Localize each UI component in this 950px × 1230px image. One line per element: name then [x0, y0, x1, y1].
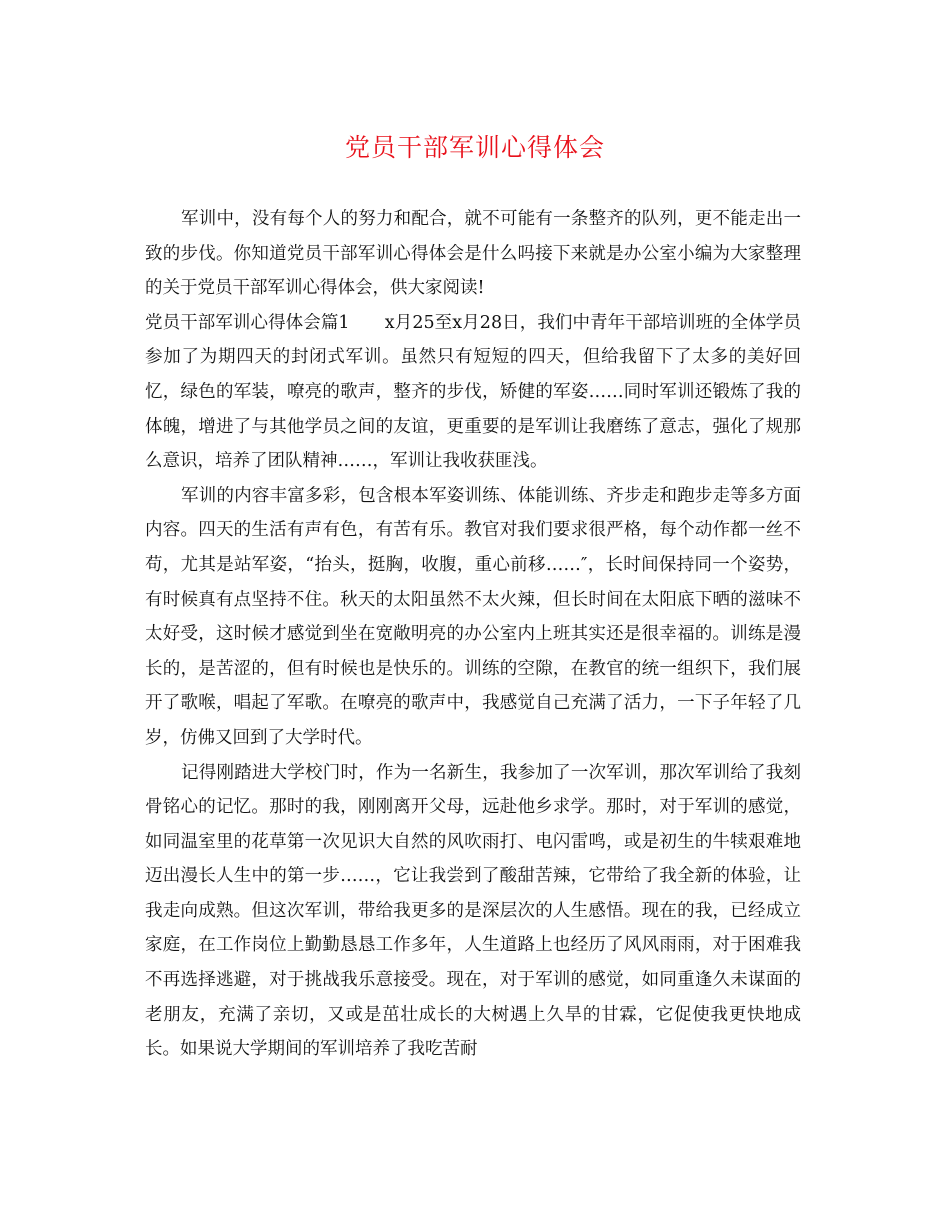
- paragraph-college-memory: 记得刚踏进大学校门时，作为一名新生，我参加了一次军训，那次军训给了我刻骨铭心的记忆。那时的我，刚刚离开父母，远赴他乡求学。那时，对于军训的感觉，如同温室里的花草第一次见识大自然的风吹雨打、电闪雷鸣，或是初生的牛犊艰难地迈出漫长人生中的第一步……，它让我尝到了酸甜苦辣，它带给了我全新的体验，让我走向成熟。但这次军训，带给我更多的是深层次的人生感悟。现在的我，已经成立家庭，在工作岗位上勤勤恳恳工作多年，人生道路上也经历了风风雨雨，对于困难我不再选择逃避，对于挑战我乐意接受。现在，对于军训的感觉，如同重逢久未谋面的老朋友，充满了亲切，又或是茁壮成长的大树遇上久旱的甘霖，它促使我更快地成长。如果说大学期间的军训培养了我吃苦耐: [145, 762, 801, 1060]
- document-title: 党员干部军训心得体会: [344, 133, 605, 162]
- paragraph-section-1: 党员干部军训心得体会篇1 x月25至x月28日，我们中青年干部培训班的全体学员参加了为期四天的封闭式军训。虽然只有短短的四天，但给我留下了太多的美好回忆，绿色的军装，嘹亮的歌声，整齐的步伐，矫健的军姿……同时军训还锻炼了我的体魄，增进了与其他学员之间的友谊，更重要的是军训让我磨练了意志，强化了规那么意识，培养了团队精神……，军训让我收获匪浅。: [145, 312, 801, 472]
- paragraph-intro: 军训中，没有每个人的努力和配合，就不可能有一条整齐的队列，更不能走出一致的步伐。你知道党员干部军训心得体会是什么吗接下来就是办公室小编为大家整理的关于党员干部军训心得体会，供大家阅读!: [145, 209, 801, 299]
- document-body: [145, 202, 801, 1067]
- paragraph-training-content: 军训的内容丰富多彩，包含根本军姿训练、体能训练、齐步走和跑步走等多方面内容。四天的生活有声有色，有苦有乐。教官对我们要求很严格，每个动作都一丝不苟，尤其是站军姿，“抬头，挺胸，收腹，重心前移……″，长时间保持同一个姿势，有时候真有点坚持不住。秋天的太阳虽然不太火辣，但长时间在太阳底下晒的滋味不太好受，这时候才感觉到坐在宽敞明亮的办公室内上班其实还是很幸福的。训练是漫长的，是苦涩的，但有时候也是快乐的。训练的空隙，在教官的统一组织下，我们展开了歌喉，唱起了军歌。在嘹亮的歌声中，我感觉自己充满了活力，一下子年轻了几岁，仿佛又回到了大学时代。: [145, 485, 801, 748]
